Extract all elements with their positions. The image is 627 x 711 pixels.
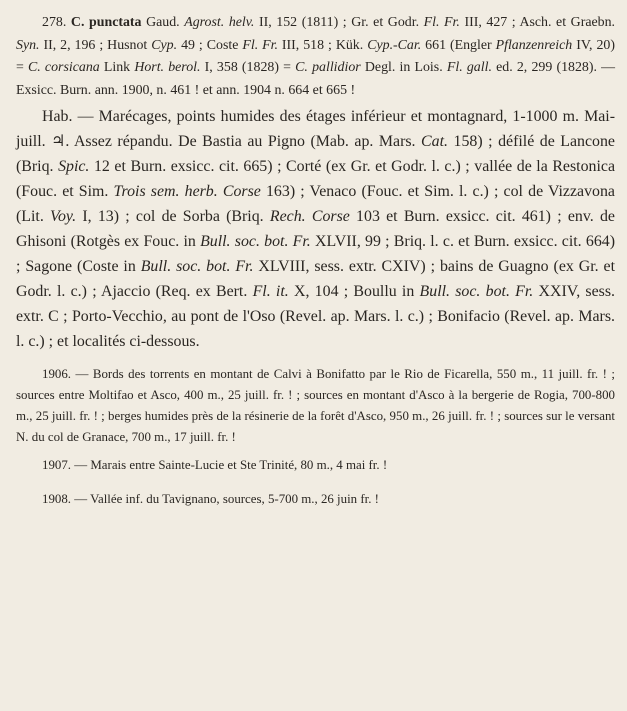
- italic-citation: Spic.: [58, 158, 90, 176]
- text-run: 49 ; Coste: [177, 37, 243, 53]
- italic-citation: Fl. Fr.: [423, 15, 460, 30]
- text-run: XLVIII, sess. extr. CXIV) ; bains de Guagno (ex Gr. et Godr. l. c.) ; Ajaccio (Req. ex Bert.: [16, 258, 615, 301]
- text-run: Hab. — Marécages, points humides des étages inférieur et montagnard, 1-1000 m. Mai-juill. ♃. Assez répandu. De Bastia au Pigno (Mab. ap. Mars.: [16, 108, 615, 151]
- text-run: I, 13) ; col de Sorba (Briq.: [76, 208, 270, 226]
- italic-citation: Agrost. helv.: [184, 15, 255, 30]
- note-1908: 1908. — Vallée inf. du Tavignano, sources, 5-700 m., 26 juin fr. !: [42, 492, 379, 507]
- italic-citation: Hort. berol.: [134, 60, 201, 76]
- text-run: XXIV, sess. extr. C ; Porto-Vecchio, au pont de l'Oso (Revel. ap. Mars. l. c.) ; Bonifacio (Revel. ap. Mars. l. c.) ; et localités ci-dessous.: [16, 283, 615, 351]
- text-run: 163) ; Venaco (Fouc. et Sim. l. c.) ; col de Vizzavona (Lit.: [16, 183, 615, 226]
- italic-citation: Cyp.-Car.: [367, 37, 422, 53]
- italic-citation: Rech. Corse: [269, 208, 350, 226]
- italic-citation: C. corsicana: [28, 60, 100, 76]
- italic-citation: Voy.: [50, 208, 77, 226]
- habitat-text: [16, 108, 615, 350]
- synonymy-paragraph: [16, 12, 615, 102]
- text-run: Gaud.: [141, 15, 185, 30]
- italic-citation: Trois sem. herb. Corse: [113, 183, 261, 201]
- italic-citation: Cat.: [421, 133, 448, 151]
- italic-citation: Syn.: [16, 37, 40, 53]
- entry-genus: C.: [70, 15, 85, 30]
- text-run: Link: [99, 60, 135, 76]
- note-1906: 1906. — Bords des torrents en montant de Calvi à Bonifatto par le Rio de Ficarella, 550 m., 11 juill. fr. ! ; sources entre Moltifao et Asco, 400 m., 25 juill. fr. ! ; sources en montant d'Asco à la bergerie de Rogia, 700-800 m., 25 juill. fr. ! ; berges humides près de la résinerie de la forêt d'Asco, 950 m., 26 juill. fr. ! ; sources sur le versant N. du col de Granace, 700 m., 17 juill. fr. !: [16, 367, 615, 444]
- text-run: Degl. in Lois.: [360, 60, 447, 76]
- text-run: III, 518 ; Kük.: [277, 37, 368, 53]
- text-run: ed. 2, 299 (1828). — Exsicc. Burn. ann. 1900, n. 461 ! et ann. 1904 n. 664 et 665 !: [16, 60, 616, 98]
- italic-citation: Bull. soc. bot. Fr.: [419, 283, 534, 301]
- italic-citation: Bull. soc. bot. Fr.: [140, 258, 254, 276]
- text-run: II, 152 (1811) ; Gr. et Godr.: [254, 15, 424, 30]
- italic-citation: Bull. soc. bot. Fr.: [200, 233, 311, 251]
- text-run: II, 2, 196 ; Husnot: [39, 37, 152, 53]
- text-run: 158) ; défilé de Lancone (Briq.: [16, 133, 615, 176]
- text-run: 103 et Burn. exsicc. cit. 461) ; env. de Ghisoni (Rotgès ex Fouc. in: [16, 208, 615, 251]
- italic-citation: Pflanzenreich: [495, 37, 573, 53]
- entry-number: 278.: [42, 15, 67, 30]
- habitat-paragraph: [16, 104, 615, 354]
- italic-citation: Fl. Fr.: [242, 37, 278, 53]
- entry-species: punctata: [89, 15, 142, 30]
- text-run: I, 358 (1828) =: [200, 60, 296, 76]
- text-run: XLVII, 99 ; Briq. l. c. et Burn. exsicc. cit. 664) ; Sagone (Coste in: [16, 233, 615, 276]
- italic-citation: Fl. it.: [252, 283, 289, 301]
- italic-citation: Cyp.: [151, 37, 178, 53]
- text-run: IV, 20) =: [16, 37, 616, 76]
- text-run: X, 104 ; Boullu in: [288, 283, 420, 301]
- note-1907: 1907. — Marais entre Sainte-Lucie et Ste Trinité, 80 m., 4 mai fr. !: [42, 457, 388, 472]
- text-run: 661 (Engler: [421, 37, 496, 53]
- text-run: 12 et Burn. exsicc. cit. 665) ; Corté (ex Gr. et Godr. l. c.) ; vallée de la Restonica (Fouc. et Sim.: [16, 158, 615, 201]
- text-run: III, 427 ; Asch. et Graebn.: [459, 15, 616, 30]
- italic-citation: C. pallidior: [295, 60, 361, 76]
- italic-citation: Fl. gall.: [446, 60, 492, 76]
